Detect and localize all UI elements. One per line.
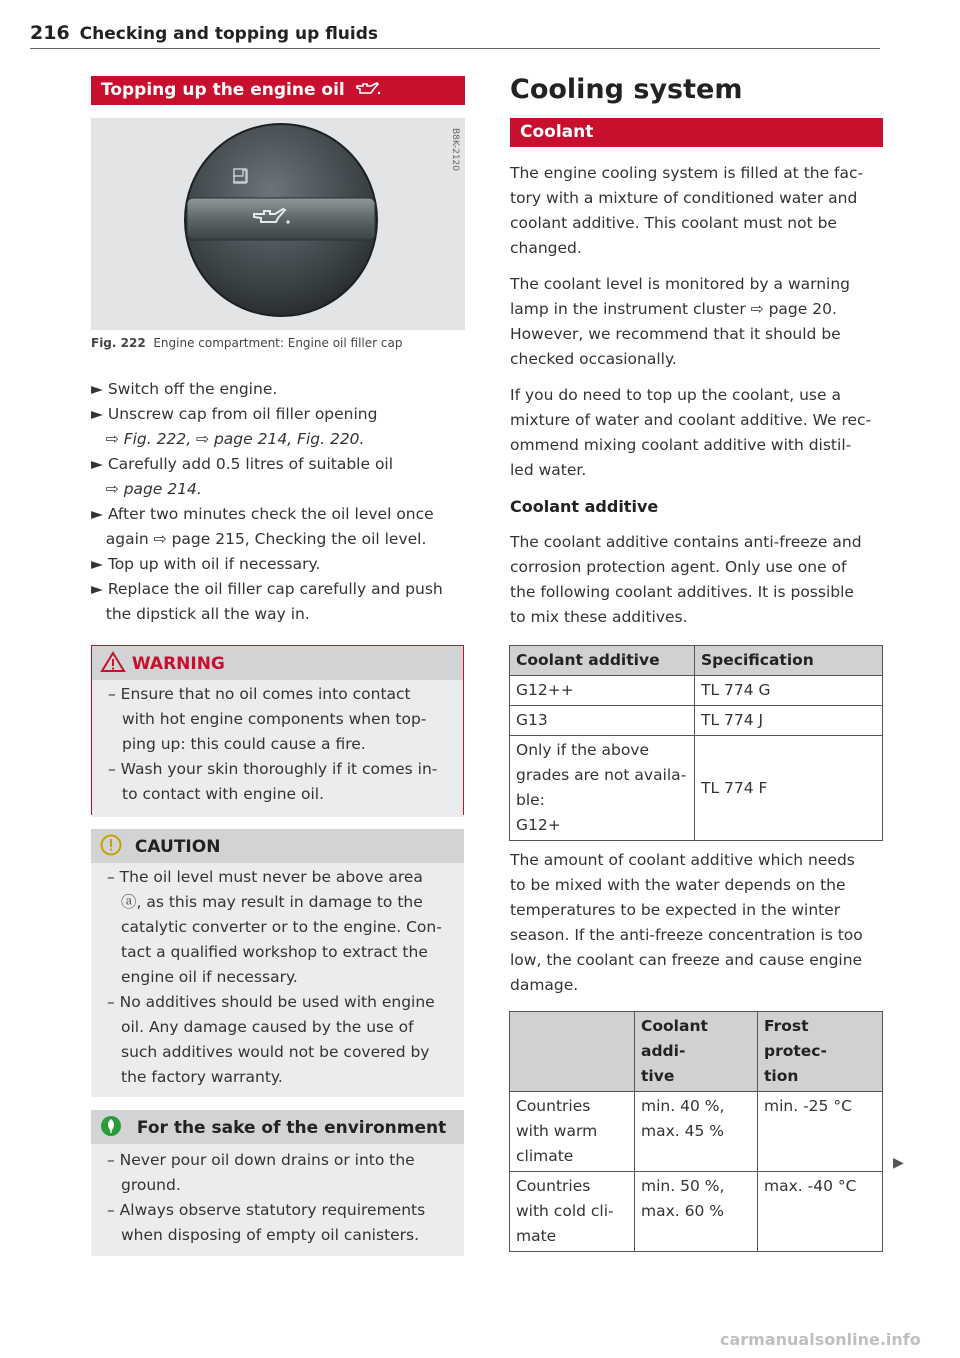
caution-box — [91, 829, 464, 1097]
environment-leaf-icon — [99, 1114, 123, 1138]
environment-body — [91, 1144, 464, 1256]
coolant-additive-table — [509, 645, 883, 841]
figure-oil-filler-cap — [91, 118, 465, 330]
environment-line: when disposing of empty oil canisters. — [121, 1226, 420, 1244]
warning-line: – Wash your skin thoroughly if it comes in- — [108, 760, 438, 778]
caution-line: catalytic converter or to the engine. Con- — [121, 918, 442, 936]
warning-body — [92, 680, 463, 817]
table-row: Only if the above grades are not availa- ble: G12+ TL 774 F — [510, 736, 883, 841]
cooling-system-heading: Cooling system — [510, 74, 743, 105]
table-header-row: Coolant addi- tive Frost protec- tion — [510, 1012, 883, 1092]
step-item: ► Top up with oil if necessary. — [91, 555, 321, 573]
step-item: ► Replace the oil filler cap carefully and push — [91, 580, 443, 598]
caution-line: ⓐ, as this may result in damage to the — [121, 893, 423, 911]
page-header — [30, 22, 880, 49]
oil-filler-cap-illustration — [91, 118, 465, 330]
step-item: ⇨ Fig. 222, ⇨ page 214, Fig. 220. — [105, 430, 365, 448]
anti-freeze-text: The amount of coolant additive which needs to be mixed with the water depends on the temperatures to be expected in the winter season. If the anti-freeze concentration is too low, the coolant can freeze and cause engine damage. — [510, 851, 863, 994]
chapter-title: Checking and topping up fluids — [79, 24, 379, 44]
table-row: Countries with warm climate min. 40 %, max. 45 % min. -25 °C — [510, 1092, 883, 1172]
coolant-section-title: Coolant — [510, 118, 883, 147]
page-number: 216 — [30, 22, 70, 44]
warning-box — [91, 645, 464, 815]
frost-protection-table — [509, 1011, 883, 1252]
table-row: G13 TL 774 J — [510, 706, 883, 736]
environment-header: For the sake of the environment — [91, 1110, 464, 1144]
caution-header: CAUTION — [91, 829, 464, 863]
environment-line: – Always observe statutory requirements — [107, 1201, 426, 1219]
figure-side-code: B8K-2120 — [450, 128, 460, 172]
table-header-row: Coolant additive Specification — [510, 646, 883, 676]
caution-icon — [99, 833, 123, 857]
warning-line: to contact with engine oil. — [122, 785, 325, 803]
caution-line: engine oil if necessary. — [121, 968, 298, 986]
coolant-text: The engine cooling system is filled at the fac- tory with a mixture of conditioned water and coolant additive. This coolant must not be changed. The coolant level is monitored by a warning lamp in the instrument cluster ⇨ page 20. However, we recommend that it should be checked occasionally. If you do need to top up the coolant, use a mixture of water and coolant additive. We rec- ommend mixing coolant additive with distil- led water. Coolant additive The coolant additive contains anti-freeze and corrosion protection agent. Only use one of the following coolant additives. It is possible to mix these additives. — [510, 161, 890, 630]
table-row: G12++ TL 774 G — [510, 676, 883, 706]
warning-line: – Ensure that no oil comes into contact — [108, 685, 411, 703]
caution-line: tact a qualified workshop to extract the — [121, 943, 428, 961]
continue-arrow-icon: ▶ — [893, 1155, 904, 1171]
environment-line: – Never pour oil down drains or into the — [107, 1151, 415, 1169]
warning-line: with hot engine components when top- — [122, 710, 427, 728]
step-item: again ⇨ page 215, Checking the oil level. — [105, 530, 427, 548]
oil-can-icon — [355, 82, 381, 96]
figure-caption: Fig. 222 Engine compartment: Engine oil filler cap — [91, 336, 403, 350]
warning-header: WARNING — [92, 646, 463, 680]
caution-body — [91, 863, 464, 1097]
environment-box — [91, 1110, 464, 1256]
table-row: Countries with cold cli- mate min. 50 %, max. 60 % max. -40 °C — [510, 1172, 883, 1252]
step-item: ► Switch off the engine. — [91, 380, 278, 398]
step-item: the dipstick all the way in. — [105, 605, 310, 623]
watermark: carmanualsonline.info — [720, 1330, 921, 1349]
caution-line: oil. Any damage caused by the use of — [121, 1018, 414, 1036]
caution-line: – The oil level must never be above area — [107, 868, 423, 886]
step-item: ► Carefully add 0.5 litres of suitable oil — [91, 455, 394, 473]
section-title-engine-oil: Topping up the engine oil — [91, 76, 465, 105]
step-item: ► Unscrew cap from oil filler opening — [91, 405, 378, 423]
step-item: ► After two minutes check the oil level once — [91, 505, 434, 523]
environment-line: ground. — [121, 1176, 181, 1194]
step-item: ⇨ page 214. — [105, 480, 202, 498]
steps-list — [91, 377, 465, 627]
caution-line: such additives would not be covered by — [121, 1043, 430, 1061]
warning-line: ping up: this could cause a fire. — [122, 735, 366, 753]
coolant-additive-subheading: Coolant additive — [510, 497, 659, 516]
warning-triangle-icon — [100, 651, 126, 673]
caution-line: – No additives should be used with engine — [107, 993, 435, 1011]
caution-line: the factory warranty. — [121, 1068, 283, 1086]
